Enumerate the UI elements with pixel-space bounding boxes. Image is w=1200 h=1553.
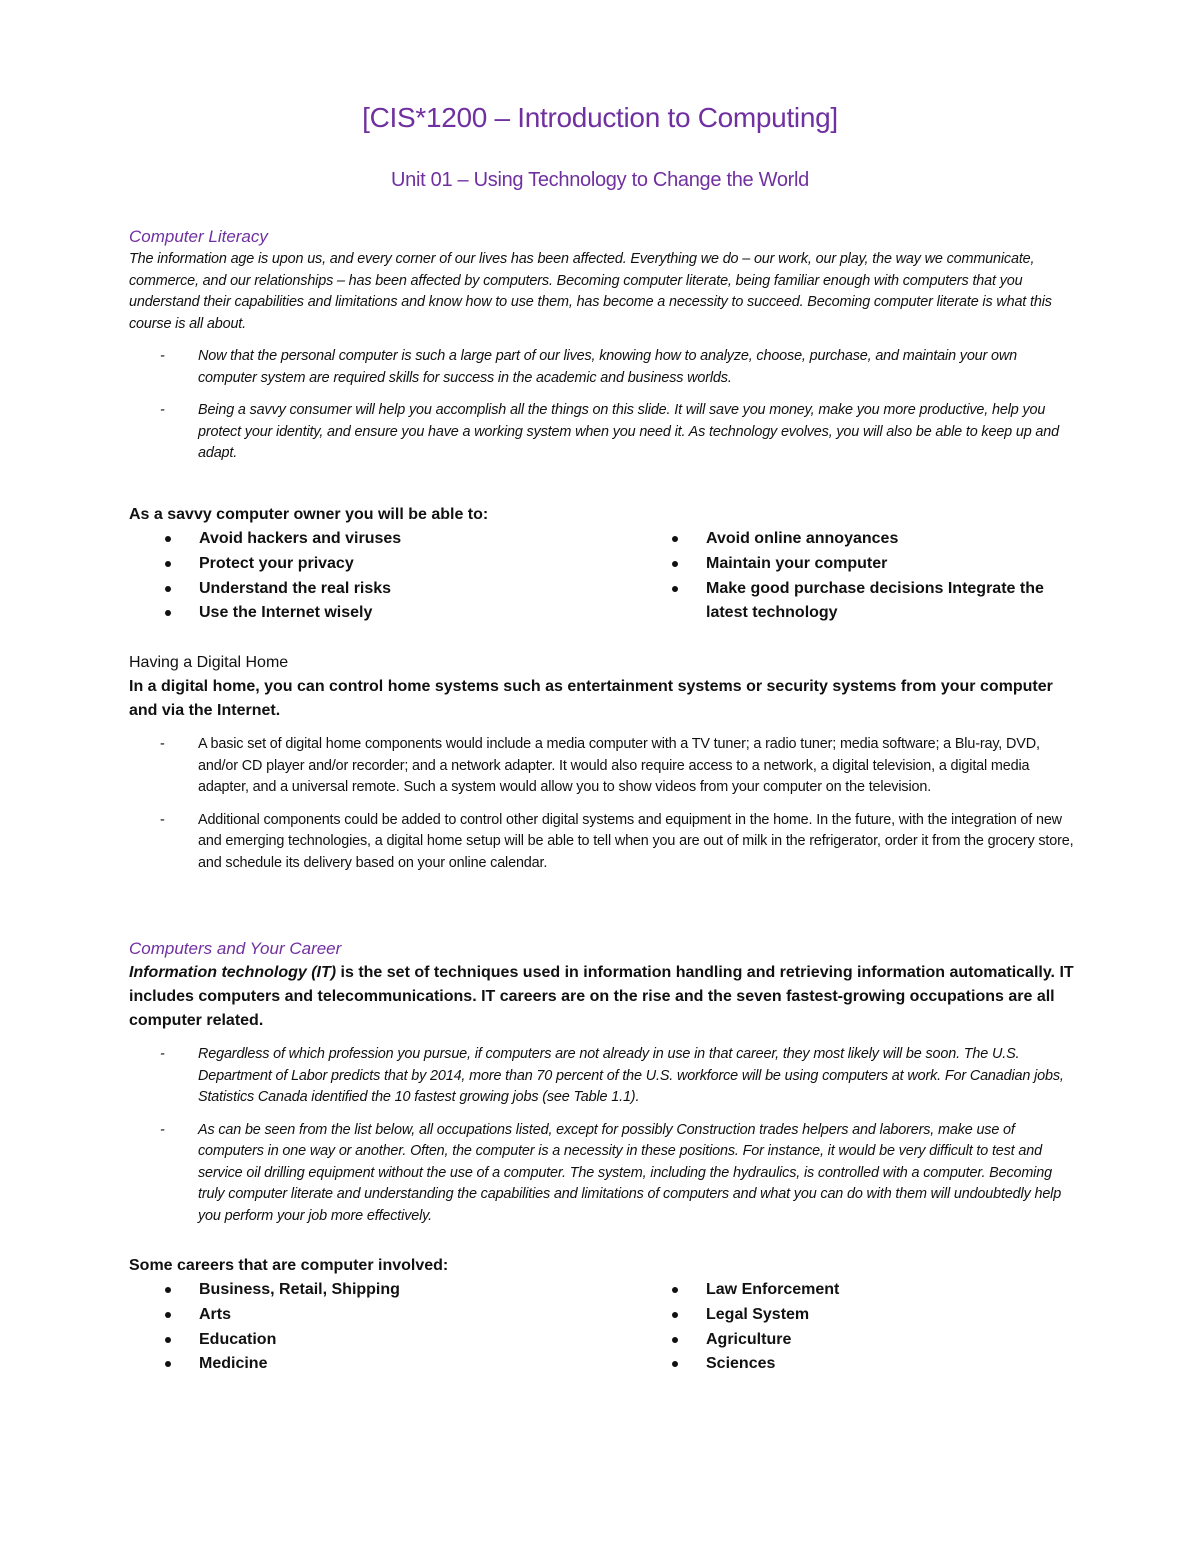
list-item [129, 527, 549, 552]
list-item-text: Law Enforcement [706, 1281, 840, 1298]
dash-marker: - [160, 811, 165, 828]
bullet-dot [165, 1312, 171, 1318]
list-item-text: Sciences [706, 1355, 776, 1373]
literacy-dash-item [129, 346, 1079, 389]
digital-home-bold-paragraph: In a digital home, you can control home systems such as entertainment systems or security systems from your computer and via the Internet. [129, 678, 1053, 719]
list-item [129, 1352, 549, 1377]
bullet-dot [672, 1312, 678, 1318]
bullet-dot [165, 561, 171, 567]
careers-left-column [129, 1278, 549, 1377]
bullet-dot [165, 1287, 171, 1293]
list-item [636, 1303, 1056, 1328]
page-title: [CIS*1200 – Introduction to Computing] [362, 102, 838, 133]
dash-marker: - [160, 1121, 165, 1138]
list-item-text: Education [199, 1330, 277, 1348]
bullet-dot [672, 1361, 678, 1367]
career-dash-item [129, 1044, 1079, 1109]
list-item-text: Legal System [706, 1305, 810, 1323]
career-item-text: As can be seen from the list below, all occupations listed, except for possibly Construction trades helpers and laborers, make use of computers in one way or another. Often, the computer is a necessity in these positions. For instance, it would be very difficult to test and service oil drilling equipment without the use of a computer. The system, including the hydraulics, is controlled with a computer. Becoming truly computer literate and understanding the capabilities and limitations of computers and what you can do with them will undoubtedly help you perform your job more effectively. [198, 1121, 1062, 1224]
dash-marker: - [160, 348, 165, 364]
career-section [129, 937, 1079, 1227]
list-item-text: Maintain your computer [706, 554, 888, 572]
digital-home-item-text: A basic set of digital home components would include a media computer with a TV tuner; a radio tuner; media software; a Blu-ray, DVD, and/or CD player and/or recorder; and a network adapter. It would also require access to a network, a digital television, a digital media adapter, and a universal remote. Such a system would allow you to show videos from your computer on the television. [198, 736, 1040, 795]
list-item-text: Agriculture [706, 1330, 792, 1348]
digital-home-item-text: Additional components could be added to control other digital systems and equipment in the home. In the future, with the integration of new and emerging technologies, a digital home setup will be able to tell when you are out of milk in the refrigerator, order it from the grocery store, and schedule its delivery based on your online calendar. [198, 811, 1074, 871]
computer-literacy-paragraph: The information age is upon us, and every corner of our lives has been affected. Everything we do – our work, our play, the way we communicate, commerce, and our relationships – has been affected by computers. Becoming computer literate, being familiar enough with computers that you understand their capabilities and limitations and know how to use them, has become a necessity to succeed. Becoming computer literate is what this course is all about. [129, 251, 1052, 332]
list-item-text: Avoid hackers and viruses [199, 530, 402, 547]
bullet-dot [672, 536, 678, 542]
digital-home-heading: Having a Digital Home [129, 654, 289, 671]
career-definition-paragraph [129, 961, 1079, 1033]
savvy-intro-block [129, 503, 1079, 527]
career-heading: Computers and Your Career [129, 939, 342, 958]
list-item [636, 552, 1056, 577]
list-item [636, 1278, 1056, 1303]
career-dash-item [129, 1120, 1079, 1228]
list-item-text: Make good purchase decisions Integrate the latest technology [706, 579, 1044, 622]
career-item-text: Regardless of which profession you pursue, if computers are not already in use in that career, they most likely will be soon. The U.S. Department of Labor predicts that by 2014, more than 70 percent of the U.S. workforce will be using computers at work. For Canadian jobs, Statistics Canada identified the 10 fastest growing jobs (see Table 1.1). [198, 1046, 1064, 1105]
list-item-text: Business, Retail, Shipping [199, 1281, 400, 1298]
list-item [129, 601, 549, 626]
list-item [129, 1278, 549, 1303]
bullet-dot [672, 561, 678, 567]
careers-right-column [636, 1278, 1056, 1377]
bullet-dot [165, 610, 171, 616]
savvy-intro: As a savvy computer owner you will be able to: [129, 506, 489, 523]
careers-intro-block [129, 1254, 1079, 1278]
list-item [636, 1352, 1056, 1377]
bullet-dot [672, 1337, 678, 1343]
list-item [129, 577, 549, 602]
it-term: Information technology (IT) [129, 964, 337, 981]
savvy-left-column [129, 527, 549, 626]
bullet-dot [165, 1361, 171, 1367]
literacy-item-text: Being a savvy consumer will help you accomplish all the things on this slide. It will save you money, make you more productive, help you protect your identity, and ensure you have a working system when you need it. As technology evolves, you will also be able to keep up and adapt. [198, 402, 1059, 461]
computer-literacy-heading: Computer Literacy [129, 227, 268, 246]
list-item [129, 1328, 549, 1353]
careers-intro: Some careers that are computer involved: [129, 1257, 449, 1274]
literacy-item-text: Now that the personal computer is such a large part of our lives, knowing how to analyze, choose, purchase, and maintain your own computer system are required skills for success in the academic and business worlds. [198, 348, 1017, 386]
list-item-text: Understand the real risks [199, 579, 392, 597]
list-item-text: Use the Internet wisely [199, 604, 373, 622]
list-item-text: Protect your privacy [199, 554, 354, 572]
digital-home-dash-item [129, 734, 1079, 799]
list-item-text: Avoid online annoyances [706, 530, 899, 547]
digital-home-dash-item [129, 810, 1079, 875]
savvy-right-column [636, 527, 1056, 626]
list-item [636, 527, 1056, 552]
bullet-dot [165, 586, 171, 592]
bullet-dot [672, 586, 678, 592]
bullet-dot [165, 1337, 171, 1343]
list-item [636, 1328, 1056, 1353]
bullet-dot [165, 536, 171, 542]
it-definition: is the set of techniques used in information handling and retrieving information automatically. IT includes computers and telecommunications. IT careers are on the rise and the seven fastest-growing occupations are all computer related. [129, 964, 1074, 1029]
literacy-dash-item [129, 400, 1079, 465]
dash-marker: - [160, 402, 165, 418]
computer-literacy-section [129, 225, 1079, 465]
digital-home-section [129, 651, 1079, 874]
dash-marker: - [160, 736, 165, 752]
list-item-text: Arts [199, 1305, 232, 1323]
list-item [129, 552, 549, 577]
list-item-text: Medicine [199, 1355, 268, 1373]
dash-marker: - [160, 1046, 165, 1062]
unit-subtitle: Unit 01 – Using Technology to Change the World [391, 169, 809, 191]
bullet-dot [672, 1287, 678, 1293]
list-item [636, 577, 1056, 627]
list-item [129, 1303, 549, 1328]
